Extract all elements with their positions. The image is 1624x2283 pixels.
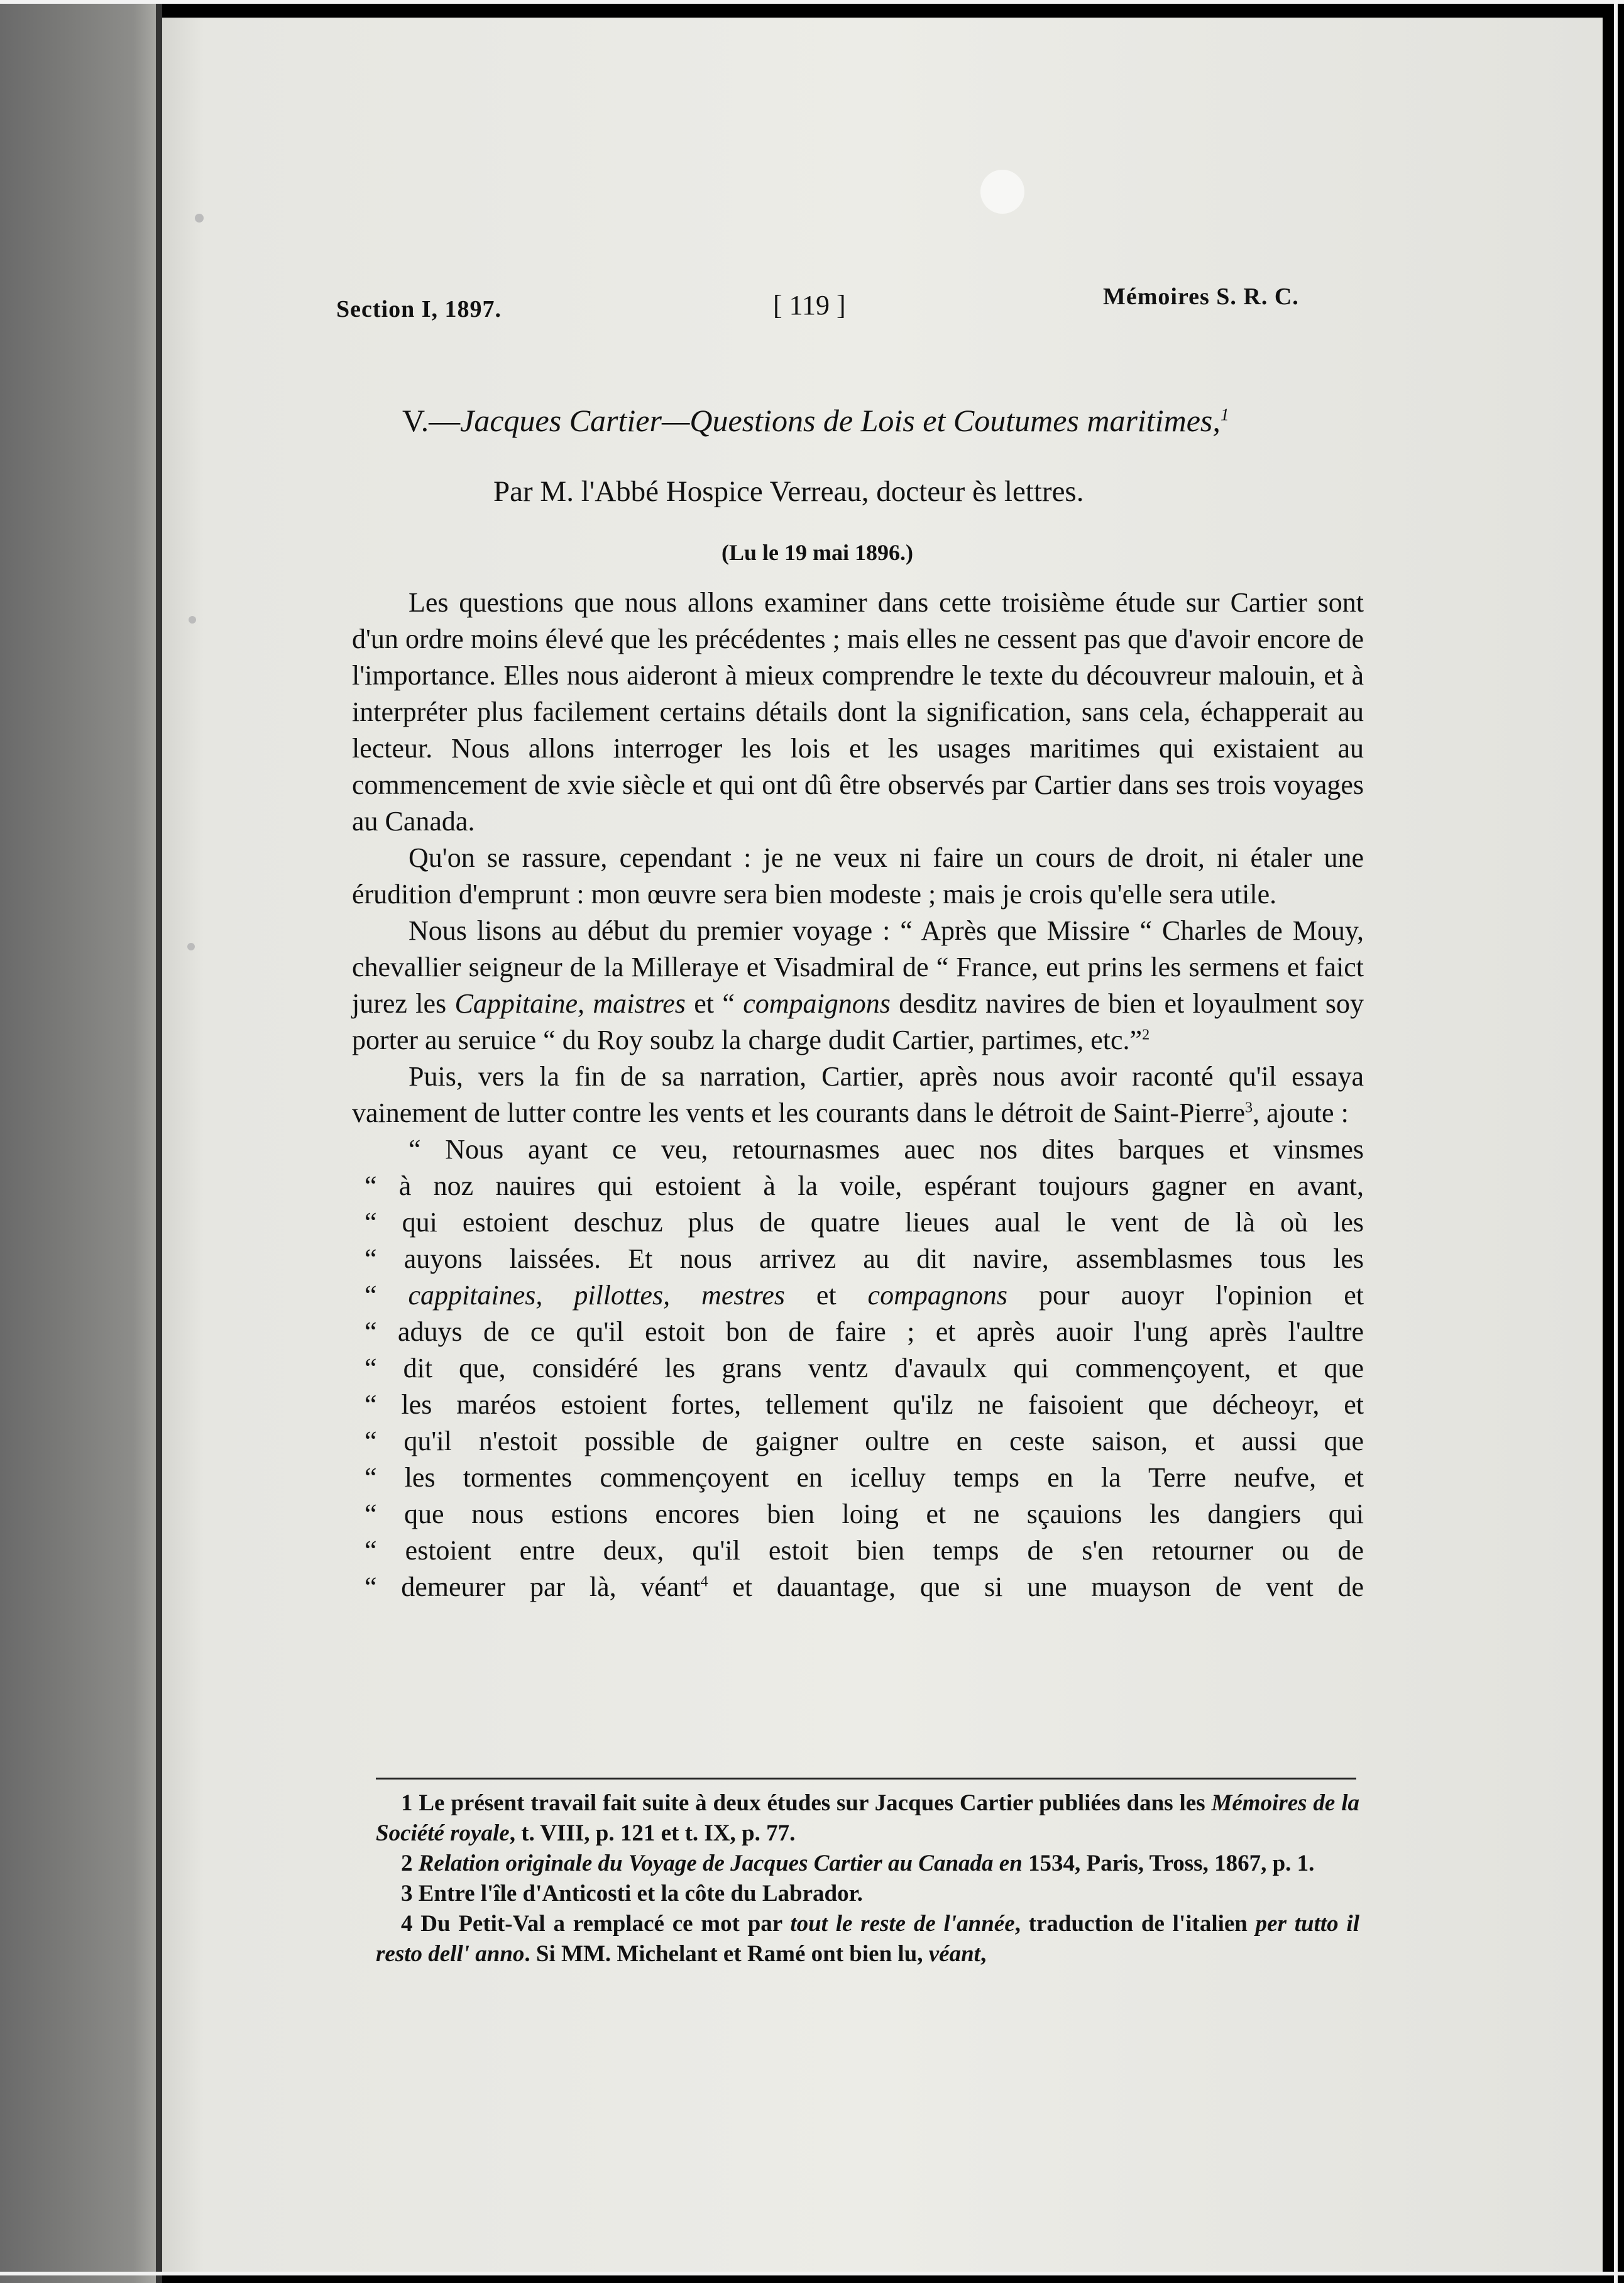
byline: Par M. l'Abbé Hospice Verreau, docteur ès lettres. (493, 475, 1084, 508)
body-text (352, 585, 1364, 1605)
quote-line: “ aduys de ce qu'il estoit bon de faire ; et après auoir l'ung après l'aultre (365, 1316, 1364, 1347)
quote-italic-b: compagnons (867, 1280, 1007, 1311)
footnotes (376, 1788, 1359, 1969)
footnote-ref-3: 3 (1244, 1099, 1253, 1116)
quote-line: “ Nous ayant ce veu, retournasmes auec nos dites barques et vinsmes (409, 1134, 1364, 1165)
footnote-2-italic: Relation originale du Voyage de Jacques Cartier au Canada en (418, 1851, 1023, 1876)
quote-text: et dauantage, que si une muayson de vent de (732, 1571, 1364, 1602)
paragraph-3 (352, 913, 1364, 1059)
quote-line: “ les maréos estoient fortes, tellement qu'ilz ne faisoient que décheoyr, et (365, 1389, 1364, 1420)
footnote-4-text-g: , (980, 1941, 987, 1967)
quote-line: “ estoient entre deux, qu'il estoit bien temps de s'en retourner ou de (365, 1535, 1364, 1566)
scan-highlight (980, 170, 1024, 214)
footnote-4-italic-a: tout le reste de l'année (790, 1911, 1015, 1937)
article-title (402, 402, 1345, 439)
footnote-3: 3 Entre l'île d'Anticosti et la côte du Labrador. (401, 1881, 863, 1906)
footnote-4-text-a: 4 Du Petit-Val a remplacé ce mot par (401, 1911, 782, 1937)
quote-line: “ à noz nauires qui estoient à la voile, espérant toujours gagner en avant, (365, 1170, 1364, 1201)
quote-text: pour auoyr l'opinion et (1038, 1280, 1364, 1311)
title-number: V.— (402, 403, 461, 438)
scan-speck (187, 943, 195, 950)
quote-line: “ qui estoient deschuz plus de quatre lieues aual le vent de là où les (365, 1207, 1364, 1238)
footnote-4 (376, 1909, 1359, 1969)
running-header (336, 277, 1342, 327)
header-section: Section I, 1897. (336, 296, 502, 322)
dateline: (Lu le 19 mai 1896.) (721, 540, 913, 565)
scan-speck (189, 616, 196, 624)
paragraph-3-text-e: desditz navires de bien et loyaulment soy porter au seruice “ du Roy soubz la charge dudit Cartier, partimes, etc.” (352, 988, 1364, 1055)
paragraph-4 (352, 1059, 1364, 1131)
footnote-2-text: 1534, Paris, Tross, 1867, p. 1. (1028, 1851, 1315, 1876)
paragraph-3-italic-b: compaignons (743, 988, 891, 1019)
paragraph-2: Qu'on se rassure, cependant : je ne veux ni faire un cours de droit, ni étaler une érudition d'emprunt : mon œuvre sera bien modeste ; mais je crois qu'elle sera utile. (352, 842, 1364, 910)
quote-mark: “ (365, 1280, 377, 1311)
quote-text: et (816, 1280, 837, 1311)
footnote-2-number: 2 (401, 1851, 413, 1876)
footnote-2 (376, 1849, 1359, 1879)
header-journal: Mémoires S. R. C. (1103, 283, 1299, 310)
footnote-1-italic: Mémoires de la Société royale (376, 1790, 1359, 1846)
scan-speck (195, 214, 204, 223)
paragraph-3-italic-a: Cappitaine, maistres (454, 988, 686, 1019)
footnote-4-italic-b: per tutto il resto dell' anno (376, 1911, 1359, 1967)
quote-line-last (365, 1569, 1364, 1605)
frame-top (0, 0, 1624, 4)
quote-line: “ les tormentes commençoyent en icelluy temps en la Terre neufve, et (365, 1462, 1364, 1493)
frame-right (1614, 0, 1618, 2283)
quote-line: “ dit que, considéré les grans ventz d'avaulx qui commençoyent, et que (365, 1353, 1364, 1384)
title-text: Jacques Cartier—Questions de Lois et Coutumes maritimes, (460, 403, 1221, 438)
quote-italic-a: cappitaines, pillottes, mestres (408, 1280, 785, 1311)
title-footnote-ref: 1 (1220, 404, 1229, 424)
footnote-1-text-c: , t. VIII, p. 121 et t. IX, p. 77. (509, 1820, 796, 1846)
quote-text: “ demeurer par là, véant (365, 1571, 701, 1602)
quote-line: “ qu'il n'estoit possible de gaigner oultre en ceste saison, et aussi que (365, 1426, 1364, 1456)
paragraph-4-text-a: Puis, vers la fin de sa narration, Cartier, après nous avoir raconté qu'il essaya vainement de lutter contre les vents et les courants dans le détroit de Saint-Pierre (352, 1061, 1364, 1128)
frame-bottom (0, 2272, 1624, 2275)
paragraph-1: Les questions que nous allons examiner dans cette troisième étude sur Cartier sont d'un ordre moins élevé que les précédentes ; mais elles ne cessent pas que d'avoir encore de l'importance. Elles nous aideront à mieux comprendre le texte du découvreur malouin, et à interpréter plus facilement certains détails dont la signification, sans cela, échapperait au lecteur. Nous allons interroger les lois et les usages maritimes qui existaient au commencement de xvie siècle et qui ont dû être observés par Cartier dans ses trois voyages au Canada. (352, 587, 1364, 837)
footnote-rule (376, 1778, 1356, 1780)
footnote-4-text-e: . Si MM. Michelant et Ramé ont bien lu, (524, 1941, 923, 1967)
footnote-ref-2: 2 (1142, 1026, 1150, 1043)
footnote-4-italic-c: véant (928, 1941, 980, 1967)
footnote-ref-4: 4 (700, 1573, 708, 1590)
footnote-1-text-a: 1 Le présent travail fait suite à deux études sur Jacques Cartier publiées dans les (401, 1790, 1205, 1816)
quote-line-mixed (365, 1277, 1364, 1314)
footnote-1 (376, 1788, 1359, 1849)
footnote-4-text-c: , traduction de l'italien (1014, 1911, 1248, 1937)
paragraph-3-text-a: Nous lisons au début du premier voyage : “ Après que Missire “ Charles de Mouy, chevallier seigneur de la Milleraye et Visadmiral de “ France, eut prins les sermens et faict jurez les (352, 915, 1364, 1019)
spine-edge (156, 0, 162, 2283)
quote-line: “ auyons laissées. Et nous arrivez au dit navire, assemblasmes tous les (365, 1243, 1364, 1274)
binding-spine (0, 0, 157, 2283)
header-page-number: [ 119 ] (773, 290, 846, 321)
paragraph-3-text-c: et “ (694, 988, 735, 1019)
quote-line: “ que nous estions encores bien loing et ne sçauions les dangiers qui (365, 1499, 1364, 1529)
paragraph-4-text-b: , ajoute : (1253, 1097, 1349, 1128)
block-quote (365, 1131, 1364, 1605)
